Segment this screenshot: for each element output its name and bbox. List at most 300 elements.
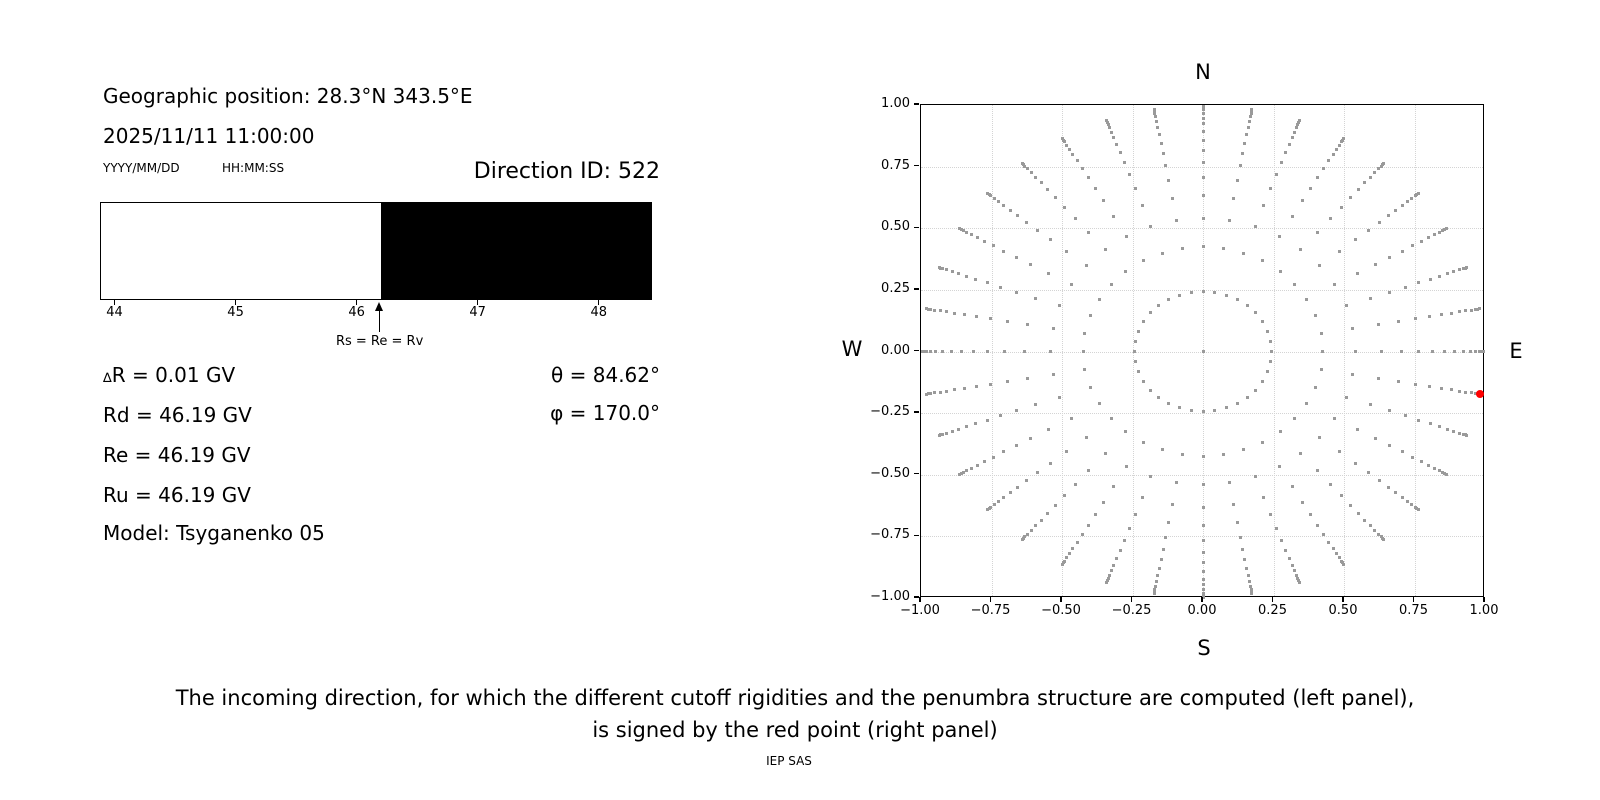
- direction-dot: [1087, 231, 1090, 234]
- direction-dot: [1002, 450, 1005, 453]
- direction-dot: [1115, 557, 1118, 560]
- direction-dot: [1245, 133, 1248, 136]
- direction-dot: [986, 508, 989, 511]
- x-axis-tick: [1483, 597, 1484, 602]
- direction-dot: [1021, 162, 1024, 165]
- direction-dot: [1162, 152, 1165, 155]
- direction-dot: [1298, 119, 1301, 122]
- direction-dot: [1414, 317, 1417, 320]
- direction-dot: [1104, 248, 1107, 251]
- direction-dot: [1085, 264, 1088, 267]
- direction-dot: [1462, 350, 1465, 353]
- direction-dot: [1071, 153, 1074, 156]
- direction-dot: [1351, 327, 1354, 330]
- direction-dot: [1420, 240, 1423, 243]
- x-axis-tick: [1342, 597, 1343, 602]
- direction-dot: [1049, 462, 1052, 465]
- direction-dot: [1356, 428, 1359, 431]
- direction-dot: [1299, 248, 1302, 251]
- direction-dot: [1332, 547, 1335, 550]
- direction-dot: [1052, 327, 1055, 330]
- caption-line-2: is signed by the red point (right panel): [592, 718, 998, 742]
- direction-dot: [970, 467, 973, 470]
- gridline-horizontal: [921, 413, 1483, 414]
- direction-dot: [1026, 167, 1029, 170]
- direction-dot: [1202, 217, 1205, 220]
- direction-dot: [1246, 304, 1249, 307]
- direction-dot: [999, 414, 1002, 417]
- direction-dot: [945, 432, 948, 435]
- direction-dot: [1291, 215, 1294, 218]
- direction-dot: [1445, 227, 1448, 230]
- penumbra-tick-label: 46: [348, 305, 365, 320]
- direction-dot: [986, 350, 989, 353]
- direction-dot: [1098, 298, 1101, 301]
- direction-dot: [1411, 456, 1414, 459]
- direction-dot: [1026, 377, 1029, 380]
- direction-dot: [1342, 137, 1345, 140]
- direction-dot: [1280, 161, 1283, 164]
- direction-dot: [1411, 244, 1414, 247]
- direction-dot: [1458, 390, 1461, 393]
- direction-dot: [1288, 557, 1291, 560]
- direction-dot: [1428, 385, 1431, 388]
- direction-dot: [1006, 380, 1009, 383]
- direction-dot: [1202, 350, 1205, 353]
- direction-dot: [1112, 215, 1115, 218]
- direction-dot: [1157, 396, 1160, 399]
- direction-dot: [1167, 521, 1170, 524]
- y-axis-tick: [914, 165, 919, 166]
- direction-dot: [1357, 188, 1360, 191]
- direction-dot: [1105, 581, 1108, 584]
- direction-dot: [1034, 524, 1037, 527]
- compass-north-label: N: [1195, 60, 1211, 84]
- direction-dot: [970, 233, 973, 236]
- direction-dot: [1134, 513, 1137, 516]
- direction-dot: [1278, 235, 1281, 238]
- direction-dot: [1061, 137, 1064, 140]
- direction-dot: [1225, 406, 1228, 409]
- date-format-label: YYYY/MM/DD: [103, 161, 180, 175]
- direction-dot: [1015, 256, 1018, 259]
- direction-dot: [1228, 219, 1231, 222]
- direction-dot: [1363, 181, 1366, 184]
- y-axis-tick-label: 0.25: [881, 280, 910, 296]
- direction-dot: [1269, 513, 1272, 516]
- direction-dot: [986, 192, 989, 195]
- direction-dot: [1440, 387, 1443, 390]
- direction-dot: [1202, 139, 1205, 142]
- direction-dot: [1094, 187, 1097, 190]
- direction-dot: [1123, 161, 1126, 164]
- direction-dot: [1417, 419, 1420, 422]
- direction-dot: [1082, 350, 1085, 353]
- direction-dot: [1243, 558, 1246, 561]
- x-axis-tick: [1201, 597, 1202, 602]
- direction-dot: [1482, 350, 1485, 353]
- x-axis-tick-label: 0.75: [1399, 603, 1428, 618]
- direction-dot: [1202, 455, 1205, 458]
- direction-dot: [1049, 238, 1052, 241]
- direction-dot: [1429, 278, 1432, 281]
- x-axis-tick-label: −0.50: [1041, 603, 1081, 618]
- direction-dot: [1464, 391, 1467, 394]
- direction-dot: [1029, 263, 1032, 266]
- x-axis-tick-label: 0.00: [1187, 603, 1217, 618]
- direction-dot: [976, 236, 979, 239]
- direction-dot: [1431, 350, 1434, 353]
- gridline-horizontal: [921, 228, 1483, 229]
- direction-dot: [1128, 173, 1131, 176]
- direction-dot: [1250, 108, 1253, 111]
- direction-dot: [957, 428, 960, 431]
- direction-dot: [1254, 311, 1257, 314]
- direction-dot: [1070, 417, 1073, 420]
- direction-dot: [1318, 436, 1321, 439]
- y-axis-tick: [914, 411, 919, 412]
- direction-dot: [1087, 176, 1090, 179]
- direction-dot: [1239, 164, 1242, 167]
- direction-dot: [1318, 264, 1321, 267]
- direction-dot: [1452, 270, 1455, 273]
- direction-dot: [1438, 469, 1441, 472]
- y-axis-tick-label: −0.50: [870, 465, 910, 481]
- direction-dot: [1242, 448, 1245, 451]
- direction-dot: [1087, 469, 1090, 472]
- direction-dot: [925, 393, 928, 396]
- direction-dot: [1142, 320, 1145, 323]
- direction-dot: [1222, 247, 1225, 250]
- x-axis-tick-label: 1.00: [1469, 603, 1499, 618]
- direction-dot: [1104, 452, 1107, 455]
- direction-dot: [1202, 112, 1205, 115]
- direction-dot: [1232, 503, 1235, 506]
- direction-dot: [1417, 508, 1420, 511]
- direction-dot: [1464, 309, 1467, 312]
- direction-dot: [1241, 152, 1244, 155]
- direction-dot: [1316, 231, 1319, 234]
- direction-dot: [1470, 309, 1473, 312]
- direction-dot: [1295, 126, 1298, 129]
- direction-dot: [1202, 551, 1205, 554]
- y-axis-tick-label: 0.00: [881, 342, 910, 358]
- direction-dot: [1433, 233, 1436, 236]
- gridline-vertical: [1415, 105, 1416, 596]
- direction-dot: [1025, 221, 1028, 224]
- direction-id-label: Direction ID: 522: [473, 159, 660, 184]
- direction-dot: [1417, 192, 1420, 195]
- selected-direction-red-point: [1476, 390, 1484, 398]
- direction-dot: [983, 240, 986, 243]
- compass-east-label: E: [1509, 339, 1523, 363]
- direction-dot: [1040, 519, 1043, 522]
- direction-dot: [1083, 368, 1086, 371]
- direction-dot: [1443, 350, 1446, 353]
- direction-dot: [1034, 176, 1037, 179]
- direction-dot: [1002, 204, 1005, 207]
- direction-dot: [1388, 291, 1391, 294]
- direction-dot: [1213, 291, 1216, 294]
- direction-dot: [1153, 108, 1156, 111]
- direction-dot: [1009, 209, 1012, 212]
- direction-dot: [1388, 256, 1391, 259]
- direction-dot: [1049, 350, 1052, 353]
- direction-dot: [965, 425, 968, 428]
- direction-dot: [1181, 247, 1184, 250]
- direction-dot: [1054, 196, 1057, 199]
- direction-dot: [1239, 536, 1242, 539]
- direction-dot: [1026, 323, 1029, 326]
- direction-dot: [960, 350, 963, 353]
- direction-dot: [1164, 536, 1167, 539]
- direction-dot: [1015, 444, 1018, 447]
- direction-dot: [1293, 417, 1296, 420]
- direction-dot: [1262, 496, 1265, 499]
- delta-symbol: ∆: [103, 371, 112, 386]
- direction-dot: [1478, 307, 1481, 310]
- direction-dot: [1369, 403, 1372, 406]
- direction-dot: [1382, 538, 1385, 541]
- direction-dot: [1335, 148, 1338, 151]
- direction-dot: [1321, 350, 1324, 353]
- direction-dot: [1338, 144, 1341, 147]
- direction-dot: [1110, 417, 1113, 420]
- direction-dot: [1149, 475, 1152, 478]
- direction-dot: [1202, 583, 1205, 586]
- direction-dot: [1087, 524, 1090, 527]
- x-axis-tick-label: −1.00: [900, 603, 940, 618]
- direction-dot: [1029, 437, 1032, 440]
- direction-dot: [1190, 291, 1193, 294]
- direction-dot: [1202, 194, 1205, 197]
- direction-dot: [1275, 173, 1278, 176]
- direction-dot: [1202, 483, 1205, 486]
- direction-dot: [1305, 402, 1308, 405]
- direction-dot: [1401, 496, 1404, 499]
- direction-dot: [1250, 592, 1253, 595]
- direction-dot: [1440, 313, 1443, 316]
- direction-dot: [1309, 187, 1312, 190]
- direction-dot: [1154, 585, 1157, 588]
- direction-dot: [1124, 270, 1127, 273]
- direction-dot: [1052, 373, 1055, 376]
- direction-dot: [1094, 513, 1097, 516]
- phi-label: φ = 170.0°: [550, 401, 660, 425]
- x-axis-tick-label: 0.50: [1328, 603, 1358, 618]
- direction-dot: [950, 350, 953, 353]
- arrow-label: Rs = Re = Rv: [335, 334, 424, 349]
- direction-dot: [1153, 592, 1156, 595]
- direction-dot: [1248, 580, 1251, 583]
- direction-dot: [1305, 298, 1308, 301]
- gridline-horizontal: [921, 475, 1483, 476]
- direction-dot: [1438, 425, 1441, 428]
- direction-dot: [1394, 209, 1397, 212]
- direction-dot: [1284, 549, 1287, 552]
- direction-dot: [1162, 548, 1165, 551]
- direction-dot: [1171, 503, 1174, 506]
- direction-dot: [1404, 286, 1407, 289]
- direction-dot: [1269, 360, 1272, 363]
- direction-dot: [938, 434, 941, 437]
- direction-dot: [951, 270, 954, 273]
- direction-dot: [1322, 167, 1325, 170]
- gridline-vertical: [1344, 105, 1345, 596]
- caption-line-1: The incoming direction, for which the different cutoff rigidities and the penumbra structure are computed (left panel),: [175, 686, 1415, 710]
- direction-dot: [1171, 197, 1174, 200]
- direction-dot: [1202, 149, 1205, 152]
- direction-dot: [1178, 294, 1181, 297]
- direction-dot: [945, 268, 948, 271]
- direction-dot: [1115, 143, 1118, 146]
- direction-dot: [1374, 437, 1377, 440]
- direction-dot: [963, 313, 966, 316]
- direction-dot: [1445, 473, 1448, 476]
- direction-dot: [1134, 187, 1137, 190]
- direction-dot: [1142, 441, 1145, 444]
- direction-dot: [925, 307, 928, 310]
- direction-dot: [1164, 164, 1167, 167]
- direction-dot: [1406, 500, 1409, 503]
- direction-dot: [1401, 250, 1404, 253]
- penumbra-tick-label: 45: [227, 305, 244, 320]
- direction-dot: [1040, 181, 1043, 184]
- direction-dot: [1134, 360, 1137, 363]
- direction-dot: [1266, 370, 1269, 373]
- direction-dot: [933, 309, 936, 312]
- direction-dot: [1342, 563, 1345, 566]
- direction-dot: [1320, 368, 1323, 371]
- direction-dot: [1291, 136, 1294, 139]
- y-axis-tick: [914, 227, 919, 228]
- direction-dot: [1333, 417, 1336, 420]
- y-axis-tick: [914, 535, 919, 536]
- x-axis-tick: [990, 597, 991, 602]
- direction-dot: [1178, 406, 1181, 409]
- gridline-vertical: [992, 105, 993, 596]
- direction-dot: [974, 422, 977, 425]
- direction-dot: [1394, 491, 1397, 494]
- direction-dot: [1433, 467, 1436, 470]
- direction-dot: [1414, 383, 1417, 386]
- direction-dot: [1369, 297, 1372, 300]
- direction-dot: [1213, 409, 1216, 412]
- direction-dot: [1054, 504, 1057, 507]
- direction-dot: [1161, 252, 1164, 255]
- direction-dot: [921, 350, 924, 353]
- direction-dot: [1016, 486, 1019, 489]
- direction-dot: [1065, 250, 1068, 253]
- direction-dot: [1293, 283, 1296, 286]
- direction-dot: [1404, 414, 1407, 417]
- direction-dot: [1327, 159, 1330, 162]
- direction-dot: [1026, 533, 1029, 536]
- y-axis-tick-label: 1.00: [881, 96, 910, 111]
- y-axis-tick: [914, 103, 919, 104]
- direction-dot: [1142, 380, 1145, 383]
- direction-dot: [1181, 453, 1184, 456]
- direction-dot: [1327, 541, 1330, 544]
- direction-dot: [1245, 567, 1248, 570]
- direction-dot: [1316, 176, 1319, 179]
- direction-dot: [1202, 130, 1205, 133]
- direction-dot: [1254, 389, 1257, 392]
- direction-dot: [1034, 403, 1037, 406]
- direction-dot: [1015, 291, 1018, 294]
- direction-dot: [951, 430, 954, 433]
- direction-dot: [983, 460, 986, 463]
- direction-dot: [1202, 117, 1205, 120]
- penumbra-tick-label: 47: [469, 305, 486, 320]
- direction-dot: [1465, 266, 1468, 269]
- direction-dot: [953, 388, 956, 391]
- direction-dot: [1275, 527, 1278, 530]
- direction-dot: [1382, 162, 1385, 165]
- direction-dot: [1438, 231, 1441, 234]
- direction-dot: [1278, 465, 1281, 468]
- direction-dot: [1446, 272, 1449, 275]
- direction-dot: [1322, 533, 1325, 536]
- direction-dot: [1110, 569, 1113, 572]
- direction-dot: [1102, 199, 1105, 202]
- direction-dot: [1098, 402, 1101, 405]
- direction-dot: [1036, 471, 1039, 474]
- direction-dot: [1458, 432, 1461, 435]
- direction-dot: [1156, 574, 1159, 577]
- direction-dot: [1401, 204, 1404, 207]
- direction-dot: [965, 275, 968, 278]
- direction-dot: [1025, 479, 1028, 482]
- direction-dot: [1134, 340, 1137, 343]
- direction-dot: [1142, 259, 1145, 262]
- direction-dot: [1291, 564, 1294, 567]
- direction-dot: [1167, 179, 1170, 182]
- direction-dot: [1400, 350, 1403, 353]
- direction-dot: [993, 503, 996, 506]
- direction-dot: [1452, 430, 1455, 433]
- direction-dot: [1261, 320, 1264, 323]
- direction-dot: [989, 383, 992, 386]
- direction-dot: [1137, 330, 1140, 333]
- direction-dot: [1349, 504, 1352, 507]
- direction-dot: [1085, 436, 1088, 439]
- y-axis-tick-label: −1.00: [870, 589, 910, 604]
- direction-dot: [934, 350, 937, 353]
- direction-dot: [1356, 272, 1359, 275]
- direction-dot: [1137, 370, 1140, 373]
- y-axis-tick: [914, 350, 919, 351]
- direction-dot: [1261, 259, 1264, 262]
- direction-dot: [1314, 314, 1317, 317]
- direction-dot: [1465, 434, 1468, 437]
- direction-dot: [1202, 176, 1205, 179]
- direction-dot: [1280, 539, 1283, 542]
- direction-dot: [1058, 304, 1061, 307]
- direction-dot: [1458, 310, 1461, 313]
- direction-dot: [1225, 294, 1228, 297]
- direction-dot: [1369, 524, 1372, 527]
- direction-dot: [965, 231, 968, 234]
- y-axis-tick: [914, 473, 919, 474]
- direction-dot: [1063, 494, 1066, 497]
- ru-line: Ru = 46.19 GV: [103, 483, 251, 507]
- direction-dot: [1133, 350, 1136, 353]
- direction-dot: [1061, 563, 1064, 566]
- direction-dot: [1202, 561, 1205, 564]
- direction-dot: [1119, 151, 1122, 154]
- x-axis-tick-label: 0.25: [1258, 603, 1287, 618]
